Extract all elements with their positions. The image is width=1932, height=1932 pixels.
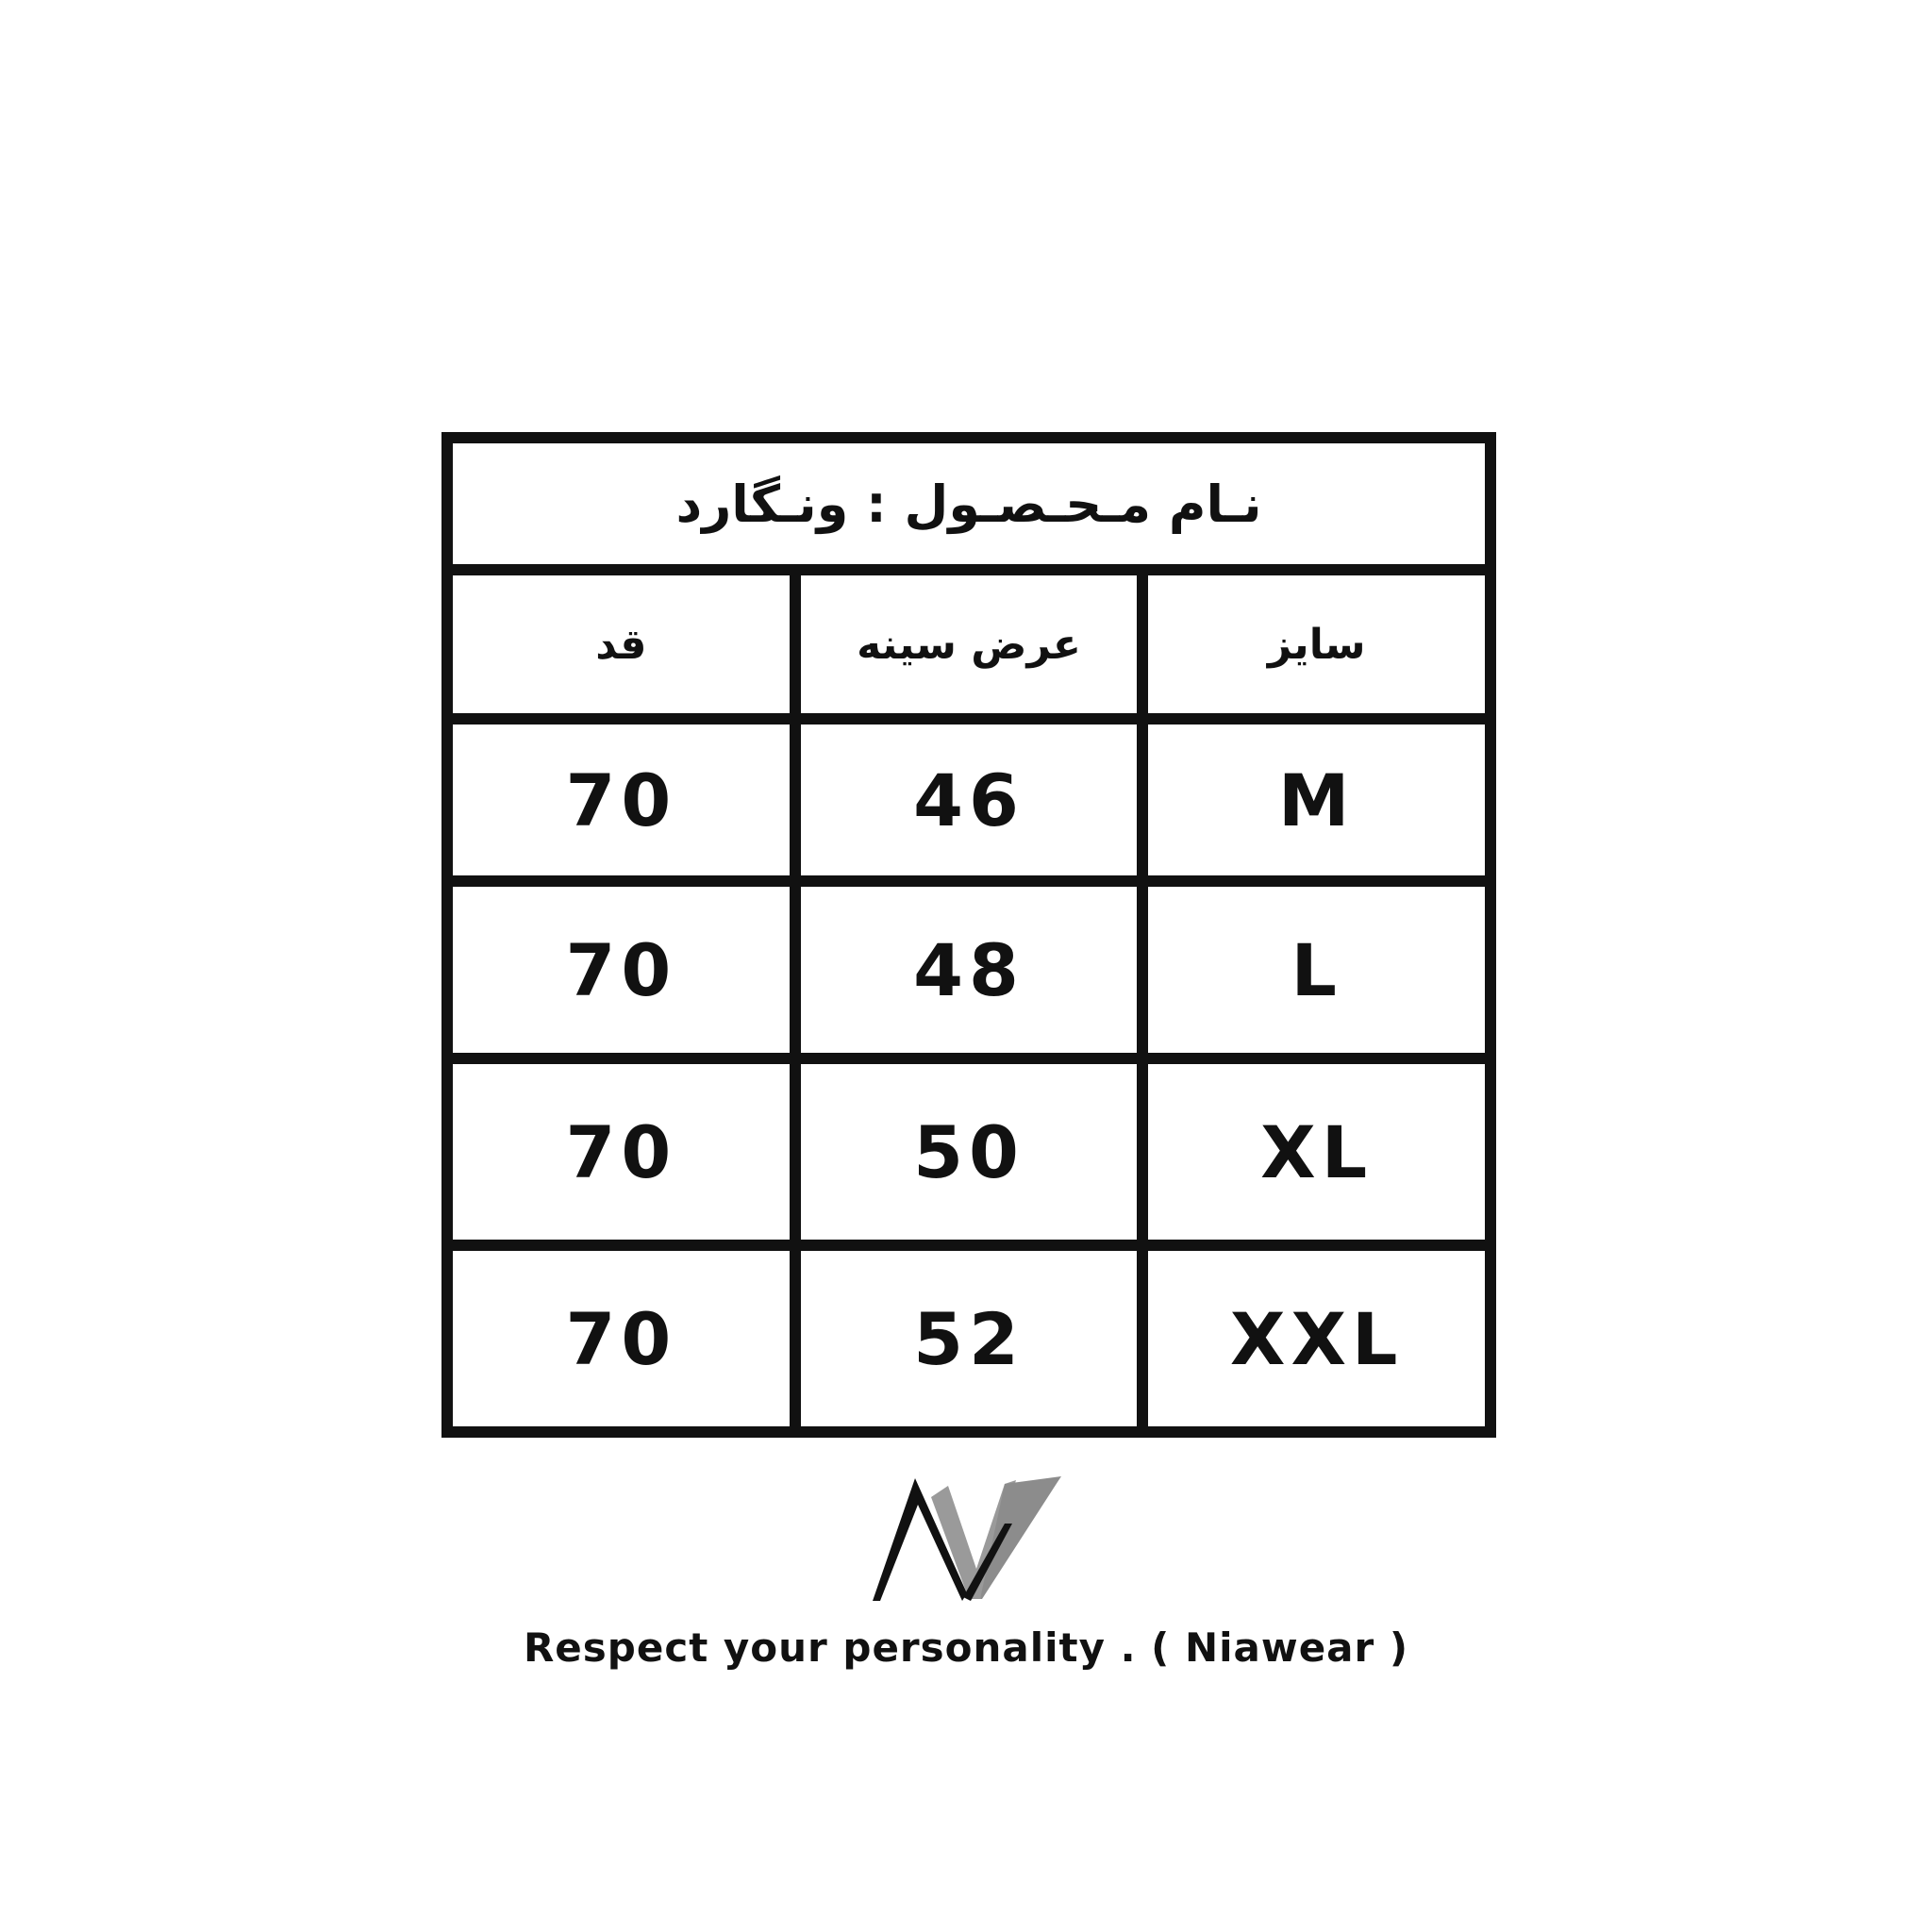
brand-tagline: Respect your personality . ( Niawear ) xyxy=(523,1624,1409,1671)
size-cell: XL xyxy=(1142,1058,1491,1245)
height-cell: 70 xyxy=(447,881,795,1058)
niawear-nw-logo-icon xyxy=(873,1476,1061,1601)
header-size: سایز xyxy=(1142,570,1491,719)
size-cell: XXL xyxy=(1142,1245,1491,1432)
header-chest-width: عرض سینه xyxy=(795,570,1143,719)
size-cell: M xyxy=(1142,719,1491,881)
table-row xyxy=(447,719,1491,881)
size-cell: L xyxy=(1142,881,1491,1058)
height-cell: 70 xyxy=(447,719,795,881)
table-row xyxy=(447,1245,1491,1432)
title-row xyxy=(447,438,1491,570)
height-cell: 70 xyxy=(447,1245,795,1432)
chest-width-cell: 48 xyxy=(795,881,1143,1058)
product-name-title: نـام مـحـصـول : ونـگارد xyxy=(447,438,1491,570)
header-height: قد xyxy=(447,570,795,719)
header-row xyxy=(447,570,1491,719)
chest-width-cell: 52 xyxy=(795,1245,1143,1432)
table-row xyxy=(447,881,1491,1058)
chest-width-cell: 50 xyxy=(795,1058,1143,1245)
size-chart-table xyxy=(441,432,1496,1438)
chest-width-cell: 46 xyxy=(795,719,1143,881)
height-cell: 70 xyxy=(447,1058,795,1245)
table-row xyxy=(447,1058,1491,1245)
